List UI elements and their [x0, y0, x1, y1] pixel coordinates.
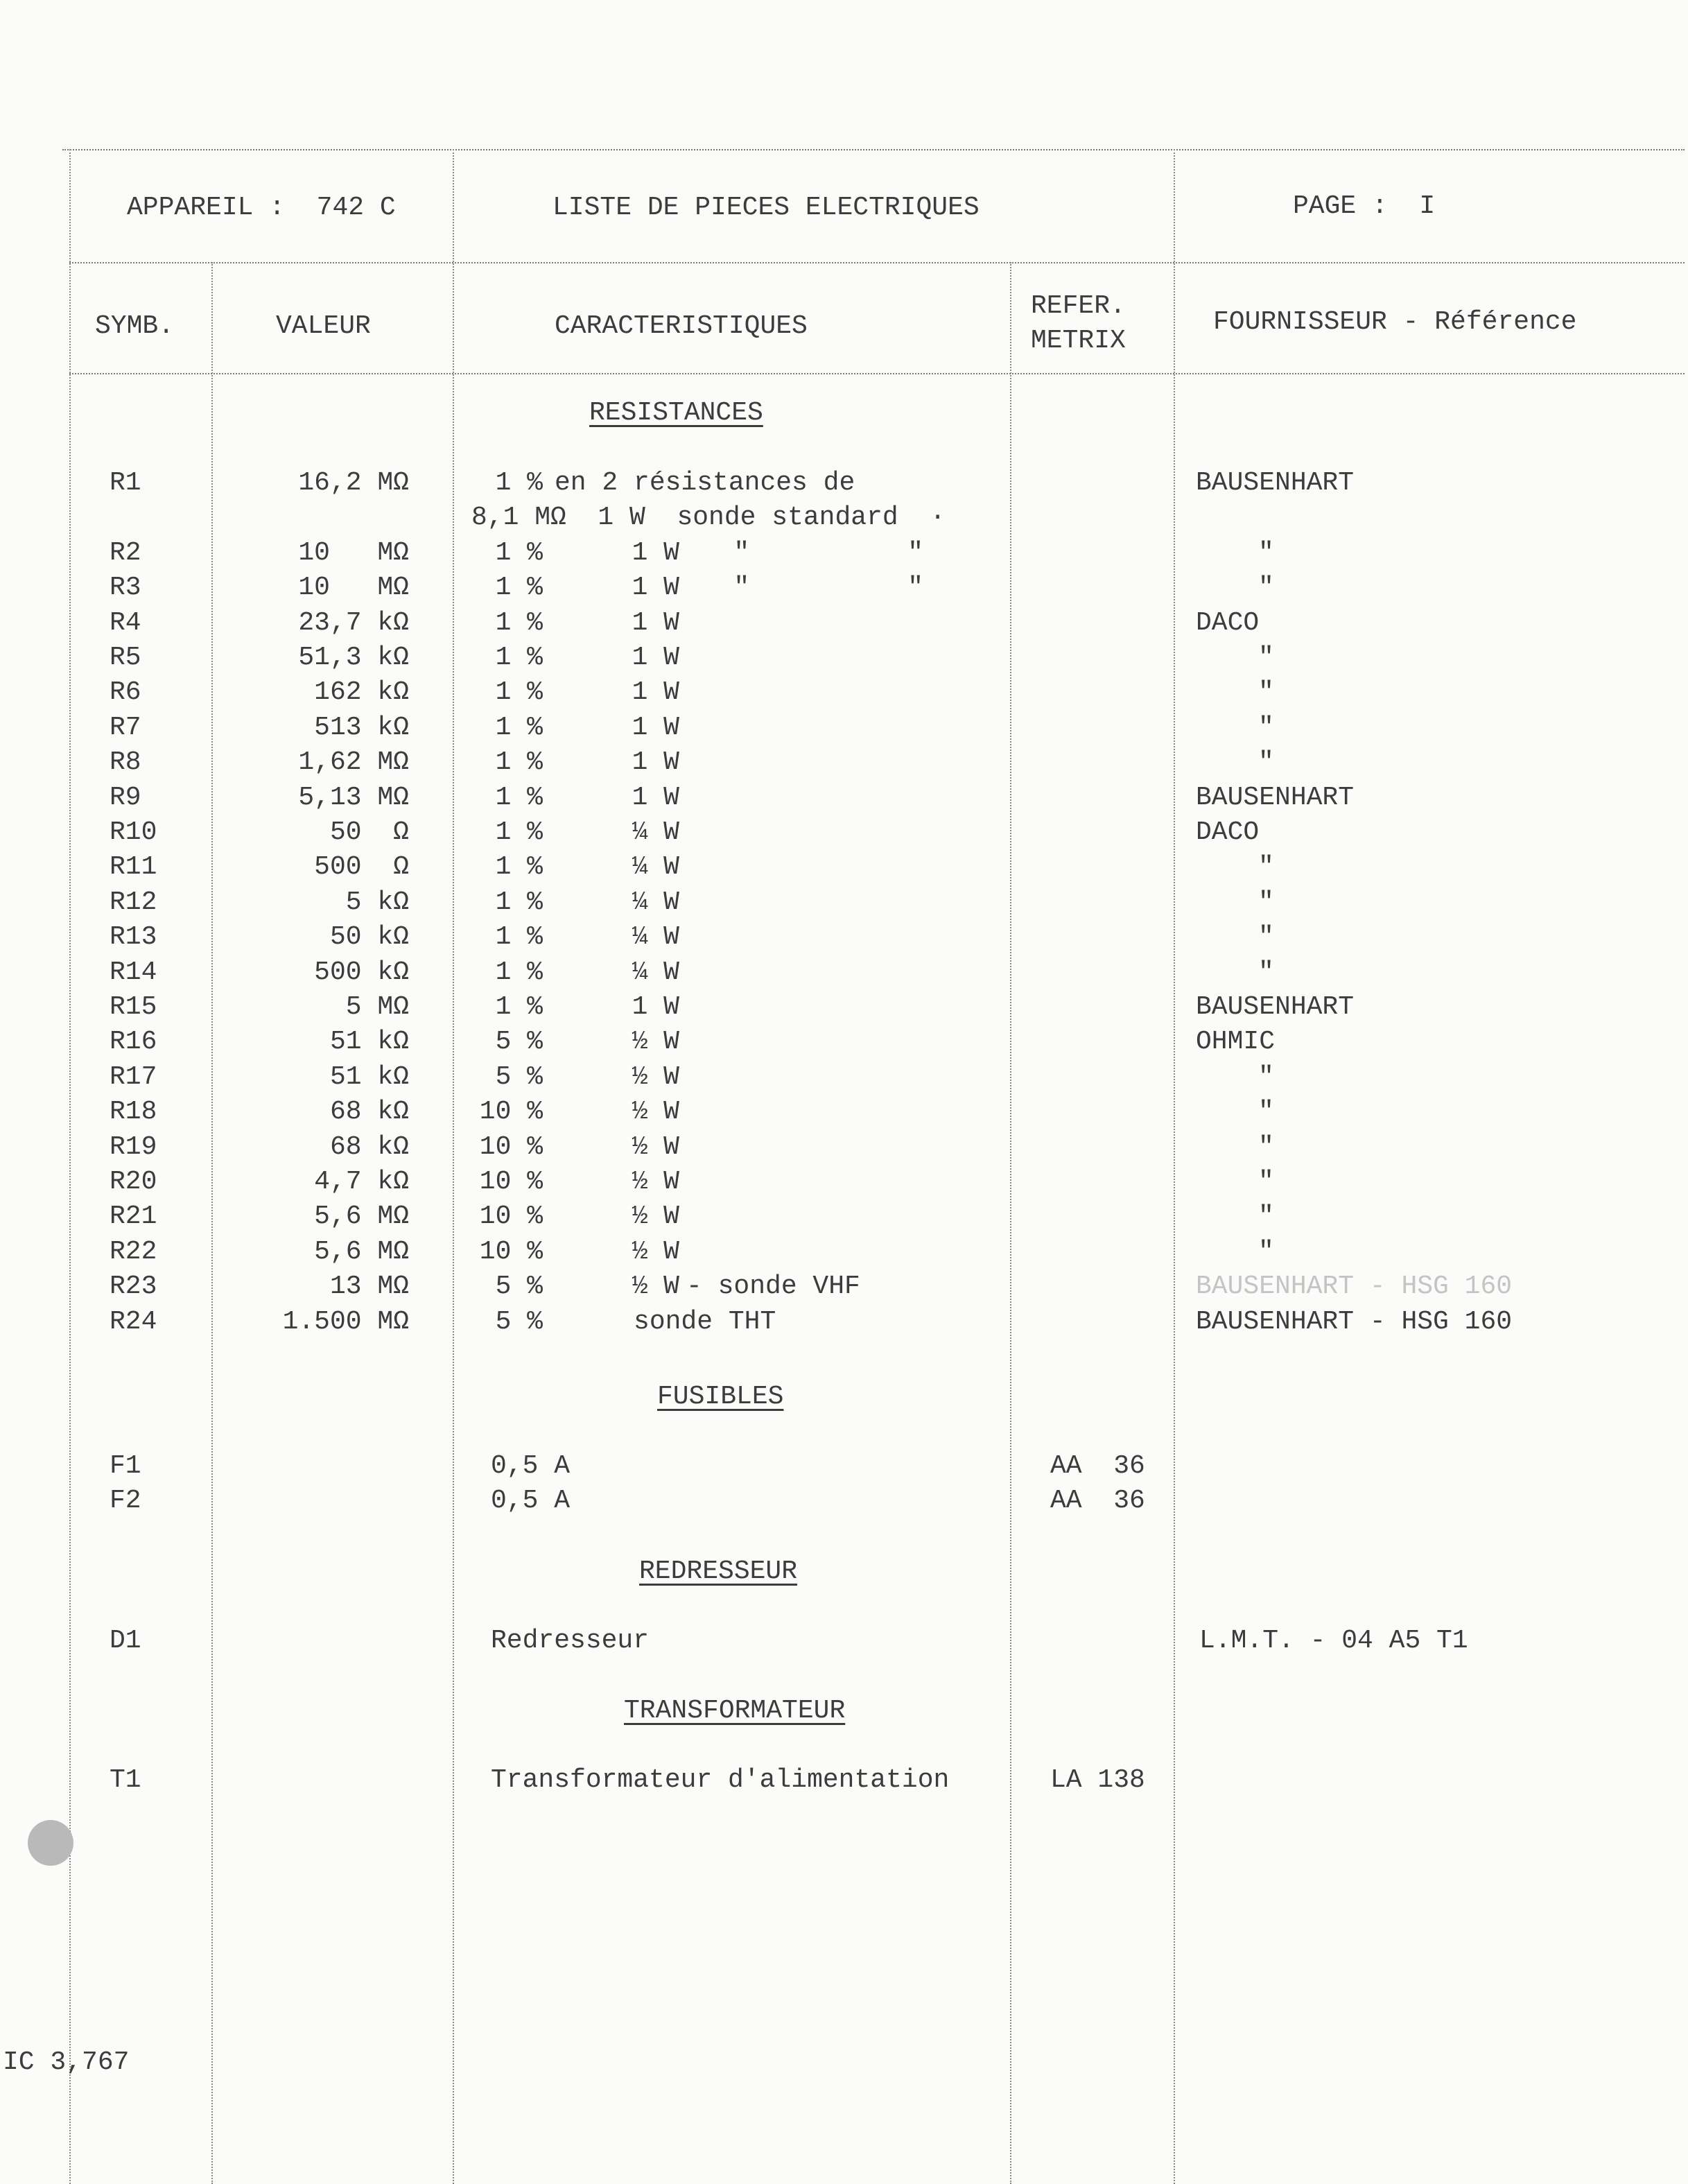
resistor-value: 513 kΩ: [314, 713, 409, 743]
resistor-value: 51 kΩ: [329, 1062, 409, 1092]
resistor-power: 1 W: [632, 538, 679, 568]
resistor-value: 5,6 MΩ: [314, 1237, 409, 1267]
resistor-symb: R2: [110, 538, 141, 568]
page-number: PAGE : I: [1293, 191, 1436, 221]
resistor-power: ¼ W: [632, 922, 679, 952]
resistor-symb: R24: [110, 1307, 157, 1337]
resistor-note: " ": [686, 538, 924, 568]
resistor-symb: R17: [110, 1062, 157, 1092]
resistor-supplier: BAUSENHART: [1196, 468, 1355, 498]
supplier-ditto: ": [1258, 643, 1274, 673]
supplier-ditto: ": [1258, 747, 1274, 777]
resistor-value: 500 Ω: [314, 852, 409, 882]
resistor-power: 1 W: [632, 573, 679, 603]
resistor-tolerance: 10 %: [479, 1202, 543, 1231]
supplier-ditto: ": [1258, 1132, 1274, 1162]
resistor-value: 1.500 MΩ: [282, 1307, 409, 1337]
fuse-ref: AA 36: [1050, 1486, 1145, 1516]
resistor-supplier: DACO: [1196, 817, 1260, 847]
resistor-note: " ": [686, 573, 924, 603]
resistor-value: 10 MΩ: [298, 573, 409, 603]
rule-symb: [211, 262, 213, 2184]
resistor-value: 50 kΩ: [329, 922, 409, 952]
resistor-power: 1 W: [632, 783, 679, 813]
resistor-value: 50 Ω: [329, 817, 409, 847]
resistor-tolerance: 1 %: [495, 887, 543, 917]
col-fournisseur: FOURNISSEUR - Référence: [1213, 307, 1577, 337]
resistor-tolerance: 1 %: [495, 817, 543, 847]
resistor-supplier: BAUSENHART - HSG 160: [1196, 1307, 1513, 1337]
section-redresseur: REDRESSEUR: [639, 1557, 798, 1586]
rectifier-carac: Redresseur: [491, 1626, 650, 1656]
rule-top: [62, 149, 1685, 150]
resistor-value: 13 MΩ: [329, 1272, 409, 1301]
resistor-tolerance: 10 %: [479, 1132, 543, 1162]
transformer-carac: Transformateur d'alimentation: [491, 1765, 950, 1795]
resistor-tolerance: 10 %: [479, 1237, 543, 1267]
resistor-power: ¼ W: [632, 887, 679, 917]
resistor-value: 500 kΩ: [314, 957, 409, 987]
supplier-ditto: ": [1258, 957, 1274, 987]
resistor-value: 23,7 kΩ: [298, 608, 409, 638]
resistor-value: 16,2 MΩ: [298, 468, 409, 498]
resistor-power: ½ W: [632, 1062, 679, 1092]
resistor-symb: R19: [110, 1132, 157, 1162]
resistor-symb: R10: [110, 817, 157, 847]
resistor-symb: R15: [110, 992, 157, 1022]
resistor-tolerance: 1 %: [495, 747, 543, 777]
fuse-carac: 0,5 A: [491, 1486, 571, 1516]
resistor-symb: R4: [110, 608, 141, 638]
section-fusibles: FUSIBLES: [657, 1382, 784, 1412]
resistor-symb: R9: [110, 783, 141, 813]
rule-valeur: [453, 149, 454, 2184]
resistor-value: 162 kΩ: [314, 677, 409, 707]
document-code: IC 3,767: [3, 2047, 130, 2077]
section-resistances: RESISTANCES: [589, 398, 763, 428]
resistor-symb: R11: [110, 852, 157, 882]
col-symb: SYMB.: [95, 311, 175, 341]
rule-refer: [1174, 149, 1175, 2184]
resistor-tolerance: 10 %: [479, 1097, 543, 1127]
resistor-symb: R1: [110, 468, 141, 498]
resistor-power: 1 W: [632, 643, 679, 673]
rule-carac: [1010, 262, 1011, 2184]
resistor-supplier: BAUSENHART: [1196, 783, 1355, 813]
rule-columns: [69, 373, 1685, 374]
section-transformateur: TRANSFORMATEUR: [624, 1696, 846, 1726]
resistor-tolerance: 1 %: [495, 677, 543, 707]
resistor-value: 5 MΩ: [345, 992, 409, 1022]
resistor-symb: R8: [110, 747, 141, 777]
resistor-tolerance: 1 %: [495, 643, 543, 673]
resistor-tolerance: 1 %: [495, 852, 543, 882]
resistor-value: 5 kΩ: [345, 887, 409, 917]
resistor-value: 5,6 MΩ: [314, 1202, 409, 1231]
resistor-power: ½ W: [632, 1132, 679, 1162]
resistor-tolerance: 1 %: [495, 468, 543, 498]
resistor-tolerance: 1 %: [495, 573, 543, 603]
resistor-symb: R23: [110, 1272, 157, 1301]
resistor-tolerance: 5 %: [495, 1272, 543, 1301]
resistor-tolerance: 1 %: [495, 922, 543, 952]
resistor-power: 1 W: [632, 992, 679, 1022]
resistor-symb: R5: [110, 643, 141, 673]
resistor-value: 51 kΩ: [329, 1027, 409, 1057]
resistor-power: ¼ W: [632, 817, 679, 847]
resistor-note: en 2 résistances de: [555, 468, 855, 498]
resistor-symb: R7: [110, 713, 141, 743]
resistor-symb: R20: [110, 1167, 157, 1197]
supplier-ditto: ": [1258, 1167, 1274, 1197]
transformer-symb: T1: [110, 1765, 141, 1795]
fuse-carac: 0,5 A: [491, 1451, 571, 1481]
resistor-symb: R12: [110, 887, 157, 917]
fuse-symb: F2: [110, 1486, 141, 1516]
col-refer: REFER.: [1031, 291, 1126, 321]
resistor-tolerance: 5 %: [495, 1062, 543, 1092]
resistor-note: 8,1 MΩ 1 W sonde standard ·: [471, 503, 946, 532]
ink-smudge: [28, 1820, 73, 1866]
transformer-ref: LA 138: [1050, 1765, 1145, 1795]
supplier-ditto: ": [1258, 1062, 1274, 1092]
col-valeur: VALEUR: [276, 311, 371, 341]
resistor-symb: R13: [110, 922, 157, 952]
resistor-symb: R16: [110, 1027, 157, 1057]
resistor-value: 10 MΩ: [298, 538, 409, 568]
supplier-ditto: ": [1258, 713, 1274, 743]
resistor-note: - sonde VHF: [686, 1272, 860, 1301]
resistor-power: 1 W: [632, 608, 679, 638]
resistor-supplier: OHMIC: [1196, 1027, 1276, 1057]
resistor-power: ¼ W: [632, 957, 679, 987]
resistor-symb: R3: [110, 573, 141, 603]
resistor-power: 1 W: [632, 747, 679, 777]
page-title: LISTE DE PIECES ELECTRIQUES: [552, 193, 980, 223]
supplier-ditto: ": [1258, 1237, 1274, 1267]
resistor-power: ¼ W: [632, 852, 679, 882]
supplier-ditto: ": [1258, 852, 1274, 882]
resistor-tolerance: 1 %: [495, 713, 543, 743]
supplier-ditto: ": [1258, 1202, 1274, 1231]
resistor-symb: R6: [110, 677, 141, 707]
rectifier-symb: D1: [110, 1626, 141, 1656]
rule-left: [69, 149, 71, 2184]
resistor-power: 1 W: [632, 677, 679, 707]
resistor-tolerance: 1 %: [495, 608, 543, 638]
resistor-power: ½ W: [632, 1097, 679, 1127]
resistor-power: ½ W: [632, 1027, 679, 1057]
resistor-symb: R14: [110, 957, 157, 987]
resistor-value: 68 kΩ: [329, 1132, 409, 1162]
supplier-ditto: ": [1258, 573, 1274, 603]
supplier-ditto: ": [1258, 677, 1274, 707]
rule-header: [69, 262, 1685, 263]
appareil-label: APPAREIL : 742 C: [127, 193, 396, 223]
fuse-symb: F1: [110, 1451, 141, 1481]
resistor-power: ½ W: [632, 1202, 679, 1231]
col-caracteristiques: CARACTERISTIQUES: [555, 311, 808, 341]
resistor-note: sonde THT: [555, 1307, 776, 1337]
resistor-supplier: BAUSENHART: [1196, 992, 1355, 1022]
resistor-supplier: DACO: [1196, 608, 1260, 638]
resistor-power: ½ W: [632, 1167, 679, 1197]
resistor-symb: R18: [110, 1097, 157, 1127]
resistor-tolerance: 1 %: [495, 538, 543, 568]
supplier-ditto: ": [1258, 538, 1274, 568]
resistor-symb: R22: [110, 1237, 157, 1267]
resistor-value: 51,3 kΩ: [298, 643, 409, 673]
resistor-tolerance: 1 %: [495, 992, 543, 1022]
supplier-ditto: ": [1258, 887, 1274, 917]
resistor-tolerance: 5 %: [495, 1307, 543, 1337]
resistor-tolerance: 1 %: [495, 783, 543, 813]
supplier-ditto: ": [1258, 1097, 1274, 1127]
supplier-ditto: ": [1258, 922, 1274, 952]
resistor-symb: R21: [110, 1202, 157, 1231]
col-metrix: METRIX: [1031, 326, 1126, 356]
resistor-value: 5,13 MΩ: [298, 783, 409, 813]
fuse-ref: AA 36: [1050, 1451, 1145, 1481]
resistor-value: 68 kΩ: [329, 1097, 409, 1127]
resistor-power: ½ W: [632, 1237, 679, 1267]
resistor-supplier: BAUSENHART - HSG 160: [1196, 1272, 1513, 1301]
resistor-tolerance: 1 %: [495, 957, 543, 987]
resistor-power: 1 W: [632, 713, 679, 743]
resistor-value: 1,62 MΩ: [298, 747, 409, 777]
resistor-value: 4,7 kΩ: [314, 1167, 409, 1197]
resistor-power: ½ W: [632, 1272, 679, 1301]
resistor-tolerance: 10 %: [479, 1167, 543, 1197]
resistor-tolerance: 5 %: [495, 1027, 543, 1057]
rectifier-fournisseur: L.M.T. - 04 A5 T1: [1199, 1626, 1468, 1656]
